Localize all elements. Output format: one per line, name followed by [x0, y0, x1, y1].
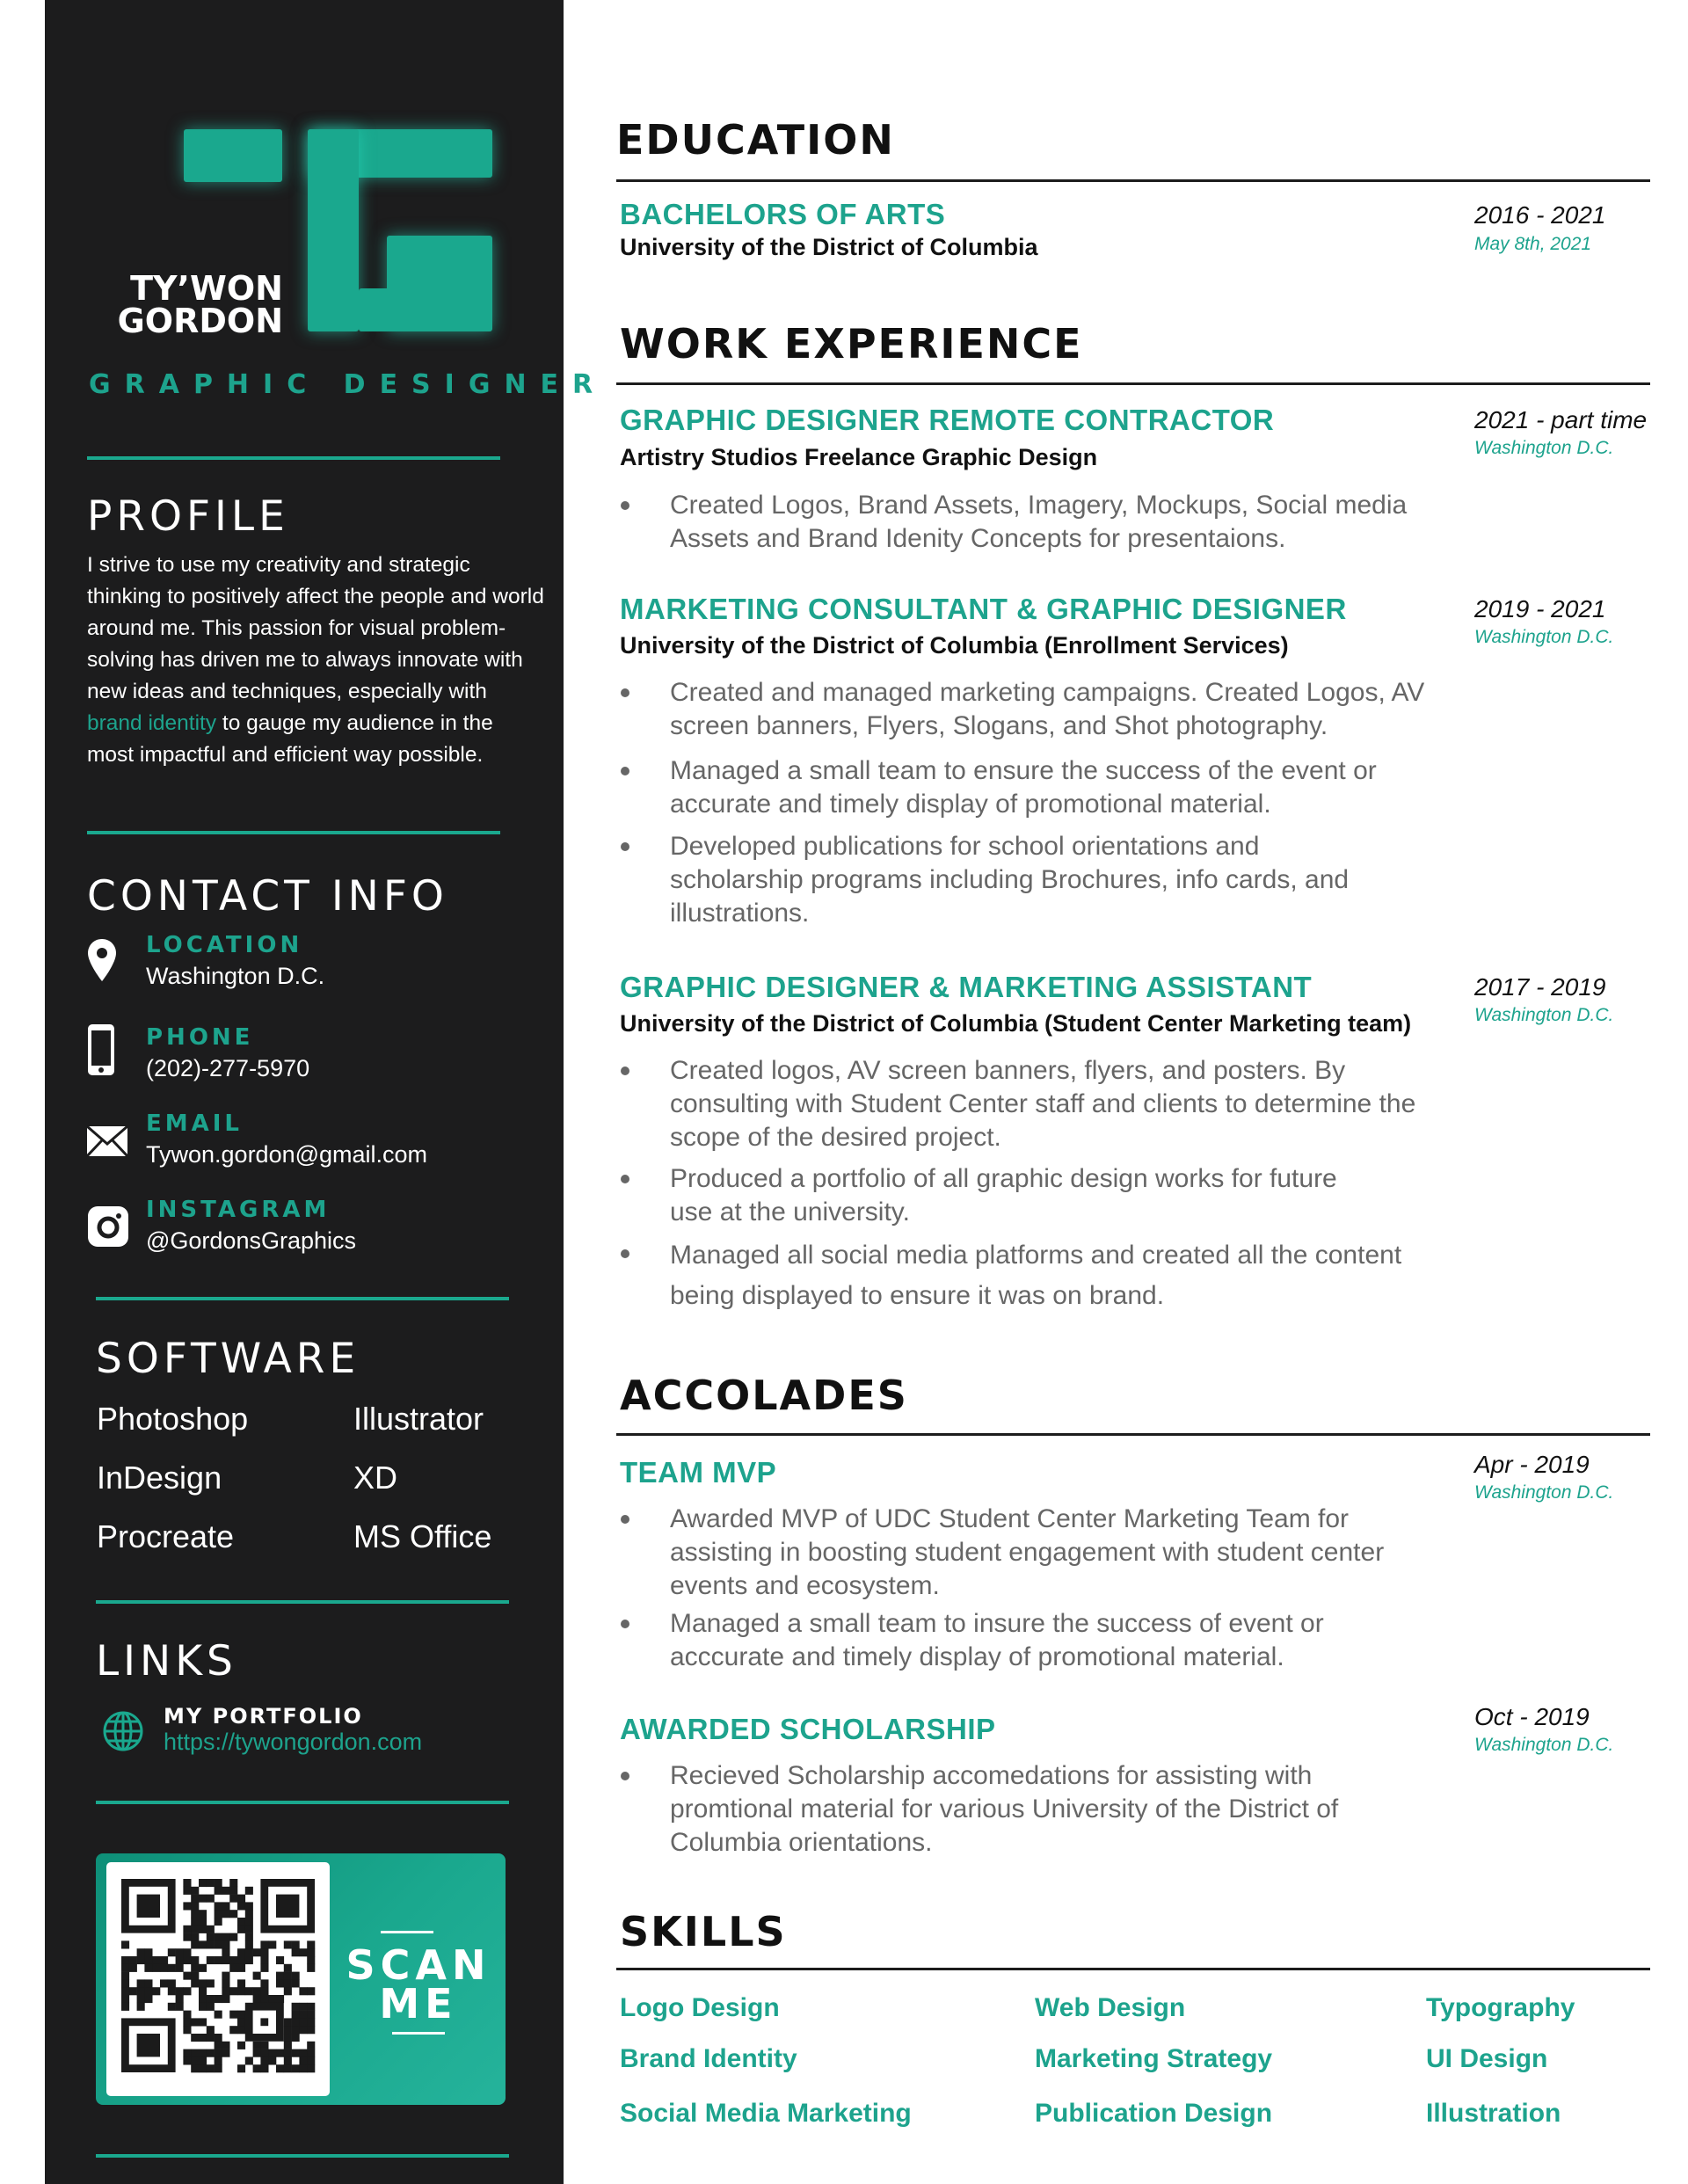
bullet — [621, 842, 629, 851]
divider — [96, 2154, 509, 2158]
job-bullet: Developed publications for school orientations and scholarship programs including Brochures, info cards, and illustrations. — [670, 832, 1350, 928]
accolade-title: TEAM MVP — [620, 1456, 777, 1489]
section-rule — [616, 1968, 1650, 1970]
bullet — [621, 688, 629, 697]
software-item: XD — [353, 1460, 398, 1496]
bullet — [621, 1772, 629, 1780]
job-role: GRAPHIC DESIGNER — [89, 369, 608, 400]
contact-label: PHONE — [146, 1024, 254, 1051]
contact-label: INSTAGRAM — [146, 1197, 331, 1223]
school-name: University of the District of Columbia — [620, 234, 1038, 260]
skills-heading: SKILLS — [620, 1908, 787, 1955]
phone-value[interactable]: (202)-277-5970 — [146, 1055, 310, 1081]
divider — [392, 2032, 445, 2035]
software-heading: SOFTWARE — [96, 1335, 360, 1383]
skill-item: Brand Identity — [620, 2044, 797, 2073]
work-heading: WORK EXPERIENCE — [620, 320, 1083, 368]
skill-item: Publication Design — [1035, 2099, 1273, 2128]
accolade-place: Washington D.C. — [1474, 1735, 1614, 1755]
accolade-title: AWARDED SCHOLARSHIP — [620, 1713, 996, 1745]
job-title: MARKETING CONSULTANT & GRAPHIC DESIGNER — [620, 593, 1347, 625]
job-place: Washington D.C. — [1474, 627, 1614, 647]
job-date: 2017 - 2019 — [1474, 973, 1606, 1001]
skill-item: Typography — [1426, 1993, 1575, 2022]
skill-item: Logo Design — [620, 1993, 780, 2022]
portfolio-label: MY PORTFOLIO — [164, 1704, 363, 1729]
software-item: Procreate — [97, 1518, 235, 1554]
job-bullet: Created logos, AV screen banners, flyers, and posters. By consulting with Student Center staff and clients to determine the scope of the desired project. — [670, 1056, 1416, 1152]
bullet — [621, 1067, 629, 1075]
contact-heading: CONTACT INFO — [87, 872, 448, 921]
accolade-date: Oct - 2019 — [1474, 1703, 1590, 1730]
job-title: GRAPHIC DESIGNER & MARKETING ASSISTANT — [620, 971, 1313, 1003]
scan-cta-line2: ME — [379, 1980, 458, 2027]
accolade-bullet: Recieved Scholarship accomedations for assisting with promtional material for various University of the District of Columbia orientations. — [670, 1761, 1339, 1857]
accolade-bullet: Awarded MVP of UDC Student Center Marketing Team for assisting in boosting student engagement with student center events and ecosystem. — [670, 1504, 1385, 1600]
profile-text-part: to gauge my audience in the most impactful and efficient way possible. — [87, 711, 493, 767]
links-heading: LINKS — [96, 1637, 237, 1685]
portfolio-link[interactable]: https://tywongordon.com — [164, 1729, 423, 1755]
contact-label: LOCATION — [146, 932, 303, 958]
job-date: 2021 - part time — [1474, 406, 1648, 433]
graduation-date: May 8th, 2021 — [1474, 234, 1592, 254]
job-place: Washington D.C. — [1474, 1005, 1614, 1025]
software-item: Illustrator — [353, 1401, 484, 1437]
name-first: TY’WON — [130, 269, 283, 308]
divider — [96, 1297, 509, 1300]
location-pin-icon — [86, 937, 118, 985]
qr-code-image — [106, 1862, 330, 2096]
profile-text-part: I strive to use my creativity and strategic thinking to positively affect the people and world around me. This passion for visual problem-solving has driven me to always innovate with new ideas and techniques, especially with — [87, 553, 544, 703]
divider — [87, 831, 500, 834]
education-years: 2016 - 2021 — [1474, 201, 1606, 229]
job-org: University of the District of Columbia (Enrollment Services) — [620, 632, 1289, 659]
software-item: MS Office — [353, 1518, 492, 1554]
job-bullet: Managed all social media platforms and created all the content being displayed to ensure it was on brand. — [670, 1241, 1402, 1310]
instagram-value[interactable]: @GordonsGraphics — [146, 1227, 357, 1254]
profile-text — [87, 550, 544, 771]
qr-code[interactable] — [106, 1862, 330, 2096]
bullet — [621, 767, 629, 775]
bullet — [621, 1175, 629, 1183]
scan-cta-line1: SCAN — [346, 1941, 491, 1989]
section-rule — [616, 382, 1650, 385]
skill-item: Social Media Marketing — [620, 2099, 912, 2128]
job-date: 2019 - 2021 — [1474, 595, 1606, 622]
accolade-date: Apr - 2019 — [1474, 1451, 1590, 1478]
bullet — [621, 501, 629, 510]
instagram-icon — [86, 1205, 130, 1249]
skill-item: Web Design — [1035, 1993, 1186, 2022]
phone-icon — [86, 1023, 116, 1077]
job-bullet: Produced a portfolio of all graphic design works for future use at the university. — [670, 1164, 1337, 1227]
skill-item: UI Design — [1426, 2044, 1548, 2073]
skill-item: Illustration — [1426, 2099, 1561, 2128]
divider — [381, 1931, 433, 1933]
contact-label: EMAIL — [146, 1110, 243, 1137]
profile-highlight: brand identity — [87, 711, 217, 735]
divider — [96, 1801, 509, 1804]
degree-title: BACHELORS OF ARTS — [620, 198, 946, 230]
envelope-icon — [86, 1125, 128, 1157]
software-item: Photoshop — [97, 1401, 249, 1437]
globe-icon — [102, 1710, 144, 1752]
bullet — [621, 1620, 629, 1628]
section-rule — [616, 1433, 1650, 1436]
qr-card[interactable] — [96, 1853, 506, 2105]
section-rule — [616, 179, 1650, 182]
job-bullet: Created and managed marketing campaigns. Created Logos, AV screen banners, Flyers, Slogans, and Shot photography. — [670, 678, 1425, 740]
job-bullet: Managed a small team to ensure the success of the event or accurate and timely display of promotional material. — [670, 756, 1377, 819]
skill-item: Marketing Strategy — [1035, 2044, 1273, 2073]
email-value[interactable]: Tywon.gordon@gmail.com — [146, 1141, 428, 1168]
job-org: Artistry Studios Freelance Graphic Design — [620, 444, 1098, 470]
job-place: Washington D.C. — [1474, 438, 1614, 458]
bullet — [621, 1515, 629, 1524]
education-heading: EDUCATION — [616, 116, 895, 164]
software-item: InDesign — [97, 1460, 222, 1496]
accolade-place: Washington D.C. — [1474, 1482, 1614, 1503]
job-org: University of the District of Columbia (Student Center Marketing team) — [620, 1010, 1412, 1037]
divider — [87, 456, 500, 460]
divider — [96, 1600, 509, 1604]
accolades-heading: ACCOLADES — [620, 1372, 908, 1419]
accolade-bullet: Managed a small team to insure the success of event or acccurate and timely display of promotional material. — [670, 1609, 1324, 1671]
job-bullet: Created Logos, Brand Assets, Imagery, Mockups, Social media Assets and Brand Idenity Concepts for presentaions. — [670, 491, 1408, 553]
name-last: GORDON — [117, 302, 283, 340]
profile-heading: PROFILE — [87, 492, 289, 541]
location-value: Washington D.C. — [146, 963, 325, 989]
job-title: GRAPHIC DESIGNER REMOTE CONTRACTOR — [620, 404, 1275, 436]
bullet — [621, 1249, 629, 1258]
